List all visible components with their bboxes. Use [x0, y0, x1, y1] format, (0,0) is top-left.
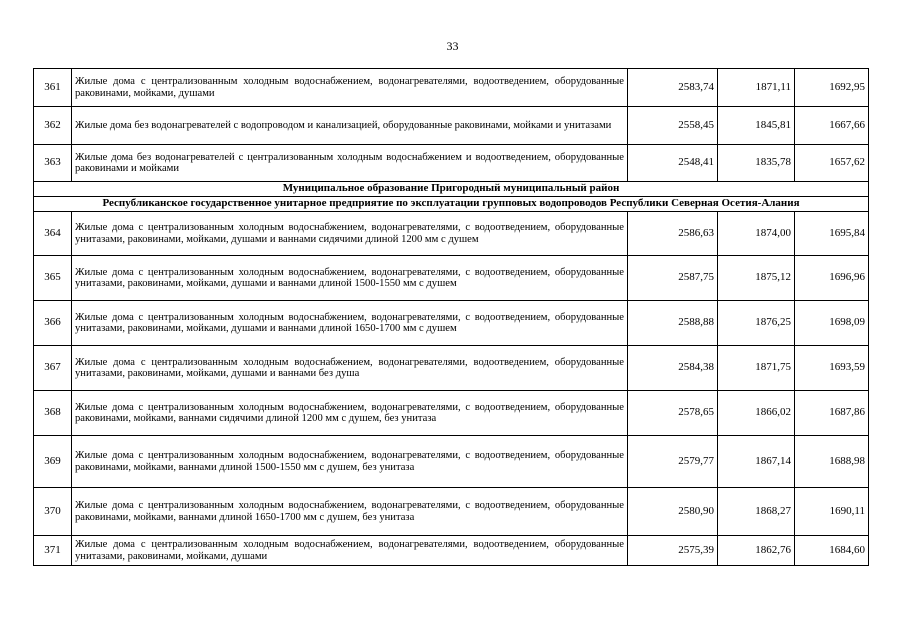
table-body-sections — [34, 182, 869, 212]
row-value-2: 1871,11 — [718, 69, 795, 107]
row-description: Жилые дома с централизованным холодным водоснабжением, водонагревателями, с водоотведением, оборудованные унитазами, раковинами, мойками, душами и ваннами сидячими длиной 1200 мм с душем — [72, 212, 628, 256]
table-row — [34, 107, 869, 145]
table-row — [34, 212, 869, 256]
row-value-2: 1835,78 — [718, 145, 795, 182]
row-description: Жилые дома с централизованным холодным водоснабжением, водонагревателями, с водоотведением, оборудованные унитазами, раковинами, мойками, душами и ваннами длиной 1650-1700 мм с душем — [72, 301, 628, 346]
table-row — [34, 256, 869, 301]
row-number: 368 — [34, 391, 72, 436]
table-row — [34, 536, 869, 566]
tariff-table — [33, 68, 869, 566]
table-body-top — [34, 69, 869, 182]
table-row — [34, 145, 869, 182]
table-row — [34, 488, 869, 536]
section-row-municipality — [34, 182, 869, 197]
row-value-2: 1874,00 — [718, 212, 795, 256]
row-number: 362 — [34, 107, 72, 145]
row-description: Жилые дома с централизованным холодным водоснабжением, водонагревателями, с водоотведением, оборудованные раковинами, мойками, ваннами длиной 1500-1550 мм с душем, без унитаза — [72, 436, 628, 488]
row-value-2: 1866,02 — [718, 391, 795, 436]
row-description: Жилые дома без водонагревателей с централизованным холодным водоснабжением и водоотведением, оборудованные раковинами и мойками — [72, 145, 628, 182]
row-value-3: 1684,60 — [795, 536, 869, 566]
row-description: Жилые дома с централизованным холодным водоснабжением, водонагревателями, водоотведением, оборудованные унитазами, раковинами, мойками, душами — [72, 536, 628, 566]
section-enterprise: Республиканское государственное унитарное предприятие по эксплуатации групповых водопроводов Республики Северная Осетия-Алания — [34, 197, 869, 212]
row-value-2: 1868,27 — [718, 488, 795, 536]
row-value-3: 1696,96 — [795, 256, 869, 301]
row-value-3: 1657,62 — [795, 145, 869, 182]
section-row-enterprise — [34, 197, 869, 212]
row-number: 361 — [34, 69, 72, 107]
row-value-2: 1862,76 — [718, 536, 795, 566]
table-body-bottom — [34, 212, 869, 566]
row-value-3: 1698,09 — [795, 301, 869, 346]
row-description: Жилые дома с централизованным холодным водоснабжением, водонагревателями, с водоотведением, оборудованные раковинами, мойками, ваннами сидячими длиной 1200 мм с душем, без унитаза — [72, 391, 628, 436]
row-value-1: 2578,65 — [628, 391, 718, 436]
row-number: 369 — [34, 436, 72, 488]
row-value-2: 1875,12 — [718, 256, 795, 301]
row-value-2: 1876,25 — [718, 301, 795, 346]
row-description: Жилые дома с централизованным холодным водоснабжением, водонагревателями, с водоотведением, оборудованные унитазами, раковинами, мойками, душами и ваннами длиной 1500-1550 мм с душем — [72, 256, 628, 301]
row-description: Жилые дома без водонагревателей с водопроводом и канализацией, оборудованные раковинами, мойками и унитазами — [72, 107, 628, 145]
row-number: 364 — [34, 212, 72, 256]
row-number: 367 — [34, 346, 72, 391]
row-number: 371 — [34, 536, 72, 566]
row-number: 365 — [34, 256, 72, 301]
page-number: 33 — [446, 39, 459, 53]
row-value-1: 2548,41 — [628, 145, 718, 182]
row-value-3: 1690,11 — [795, 488, 869, 536]
row-value-3: 1687,86 — [795, 391, 869, 436]
row-value-3: 1695,84 — [795, 212, 869, 256]
section-municipality: Муниципальное образование Пригородный муниципальный район — [34, 182, 869, 197]
row-value-1: 2575,39 — [628, 536, 718, 566]
row-value-3: 1693,59 — [795, 346, 869, 391]
row-description: Жилые дома с централизованным холодным водоснабжением, водонагревателями, водоотведением, оборудованные унитазами, раковинами, мойками, душами и ваннами без душа — [72, 346, 628, 391]
row-value-1: 2583,74 — [628, 69, 718, 107]
row-value-2: 1867,14 — [718, 436, 795, 488]
table-row — [34, 69, 869, 107]
row-value-1: 2584,38 — [628, 346, 718, 391]
row-value-3: 1692,95 — [795, 69, 869, 107]
row-value-1: 2586,63 — [628, 212, 718, 256]
row-value-1: 2588,88 — [628, 301, 718, 346]
row-value-1: 2580,90 — [628, 488, 718, 536]
row-number: 370 — [34, 488, 72, 536]
table-row — [34, 346, 869, 391]
table-row — [34, 391, 869, 436]
row-value-3: 1667,66 — [795, 107, 869, 145]
row-value-1: 2587,75 — [628, 256, 718, 301]
row-description: Жилые дома с централизованным холодным водоснабжением, водонагревателями, с водоотведением, оборудованные раковинами, мойками, ваннами длиной 1650-1700 мм с душем, без унитаза — [72, 488, 628, 536]
table-row — [34, 436, 869, 488]
row-value-1: 2579,77 — [628, 436, 718, 488]
row-value-2: 1845,81 — [718, 107, 795, 145]
row-value-3: 1688,98 — [795, 436, 869, 488]
table-row — [34, 301, 869, 346]
row-number: 363 — [34, 145, 72, 182]
row-value-1: 2558,45 — [628, 107, 718, 145]
row-number: 366 — [34, 301, 72, 346]
row-value-2: 1871,75 — [718, 346, 795, 391]
row-description: Жилые дома с централизованным холодным водоснабжением, водонагревателями, водоотведением, оборудованные раковинами, мойками, душами — [72, 69, 628, 107]
